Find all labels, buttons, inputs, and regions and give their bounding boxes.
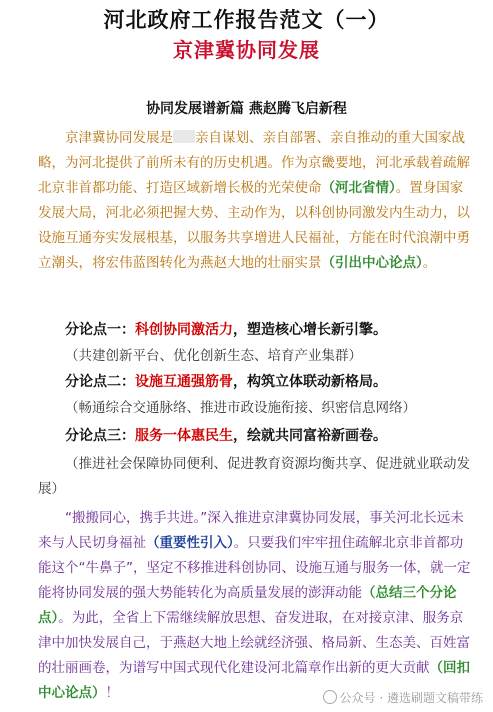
intro-text-3: 。置身国家发展大局，河北必须把握大势、主动作为，以科创协同激发内生动力，以设施互通夯实发展根基，以服务共享增进人民福祉，方能在时代浪潮中勇立潮头，将宏伟蓝图转化为燕赵大地的壮丽实景: [38, 180, 470, 271]
point-3-key: 服务一体惠民生: [135, 428, 233, 444]
conclusion-quote: “搬搬同心，携手共进。”: [65, 510, 208, 526]
conclusion-text-1: 深入推进京津冀协同发展，事关河北长远未来与人民切身福祉: [38, 510, 464, 551]
point-3-note: （推进社会保障协同便利、促进教育资源均衡共享、促进就业联动发展）: [38, 456, 470, 497]
intro-text-1: 京津冀协同发展是: [65, 130, 173, 146]
conclusion-text-4: ！: [105, 685, 119, 701]
page-title: 河北政府工作报告范文（一）: [103, 7, 390, 32]
wechat-icon: [323, 690, 337, 704]
redacted-name: [173, 130, 195, 143]
intro-text-2: 亲自谋划、亲自部署、亲自推动的重大国家战略，为河北提供了前所未有的历史机遇。作为京畿要地，河北承载着疏解北京非首都功能、打造区域新增长极的光荣使命: [38, 130, 470, 196]
intro-tag-province: （河北省情）: [321, 180, 396, 196]
point-2-rest: ，构筑立体联动新格局。: [233, 374, 387, 390]
point-3: [38, 424, 475, 449]
conclusion-paragraph: [38, 506, 475, 706]
watermark-text: 公众号 · 遴选刷题文稿带练: [339, 691, 483, 705]
point-2-prefix: 分论点二：: [65, 374, 135, 390]
point-3-rest: ，绘就共同富裕新画卷。: [233, 428, 387, 444]
point-1: [38, 318, 475, 343]
point-2-key: 设施互通强筋骨: [135, 374, 233, 390]
intro-paragraph: [38, 126, 475, 276]
conclusion-text-2: 。只要我们牢牢扭住疏解北京非首都功能这个“牛鼻子”，坚定不移推进科创协同、设施互通与服务一体，就一定能将协同发展的强大势能转化为高质量发展的澎湃动能: [38, 535, 471, 601]
page-subtitle: 京津冀协同发展: [173, 38, 320, 62]
point-2-note: （畅通综合交通脉络、推进市政设施衔接、织密信息网络）: [65, 400, 416, 416]
point-1-note: （共建创新平台、优化创新生态、培育产业集群）: [65, 348, 362, 364]
watermark: [323, 689, 483, 706]
point-1-prefix: 分论点一：: [65, 322, 135, 338]
intro-tag-thesis: （引出中心论点）: [321, 255, 423, 271]
conclusion-tag-importance: （重要性引入）: [146, 535, 234, 551]
point-3-prefix: 分论点三：: [65, 428, 135, 444]
intro-text-4: 。: [422, 255, 437, 271]
conclusion-tag-thesis: （回扣中心论点）: [38, 660, 470, 701]
conclusion-text-3: 。为此，全省上下需继续解放思想、奋发进取，在对接京津、服务京津中加快发展自己，于燕赵大地上绘就经济强、格局新、生态美、百姓富的壮丽画卷，为谱写中国式现代化建设河北篇章作出新的更大贡献: [38, 610, 470, 676]
point-1-key: 科创协同激活力: [135, 322, 233, 338]
point-1-rest: ，塑造核心增长新引擎。: [233, 322, 387, 338]
point-2: [38, 370, 475, 395]
section-title: 协同发展谱新篇 燕赵腾飞启新程: [146, 101, 347, 117]
conclusion-tag-summary: （总结三个分论点）: [38, 585, 457, 626]
